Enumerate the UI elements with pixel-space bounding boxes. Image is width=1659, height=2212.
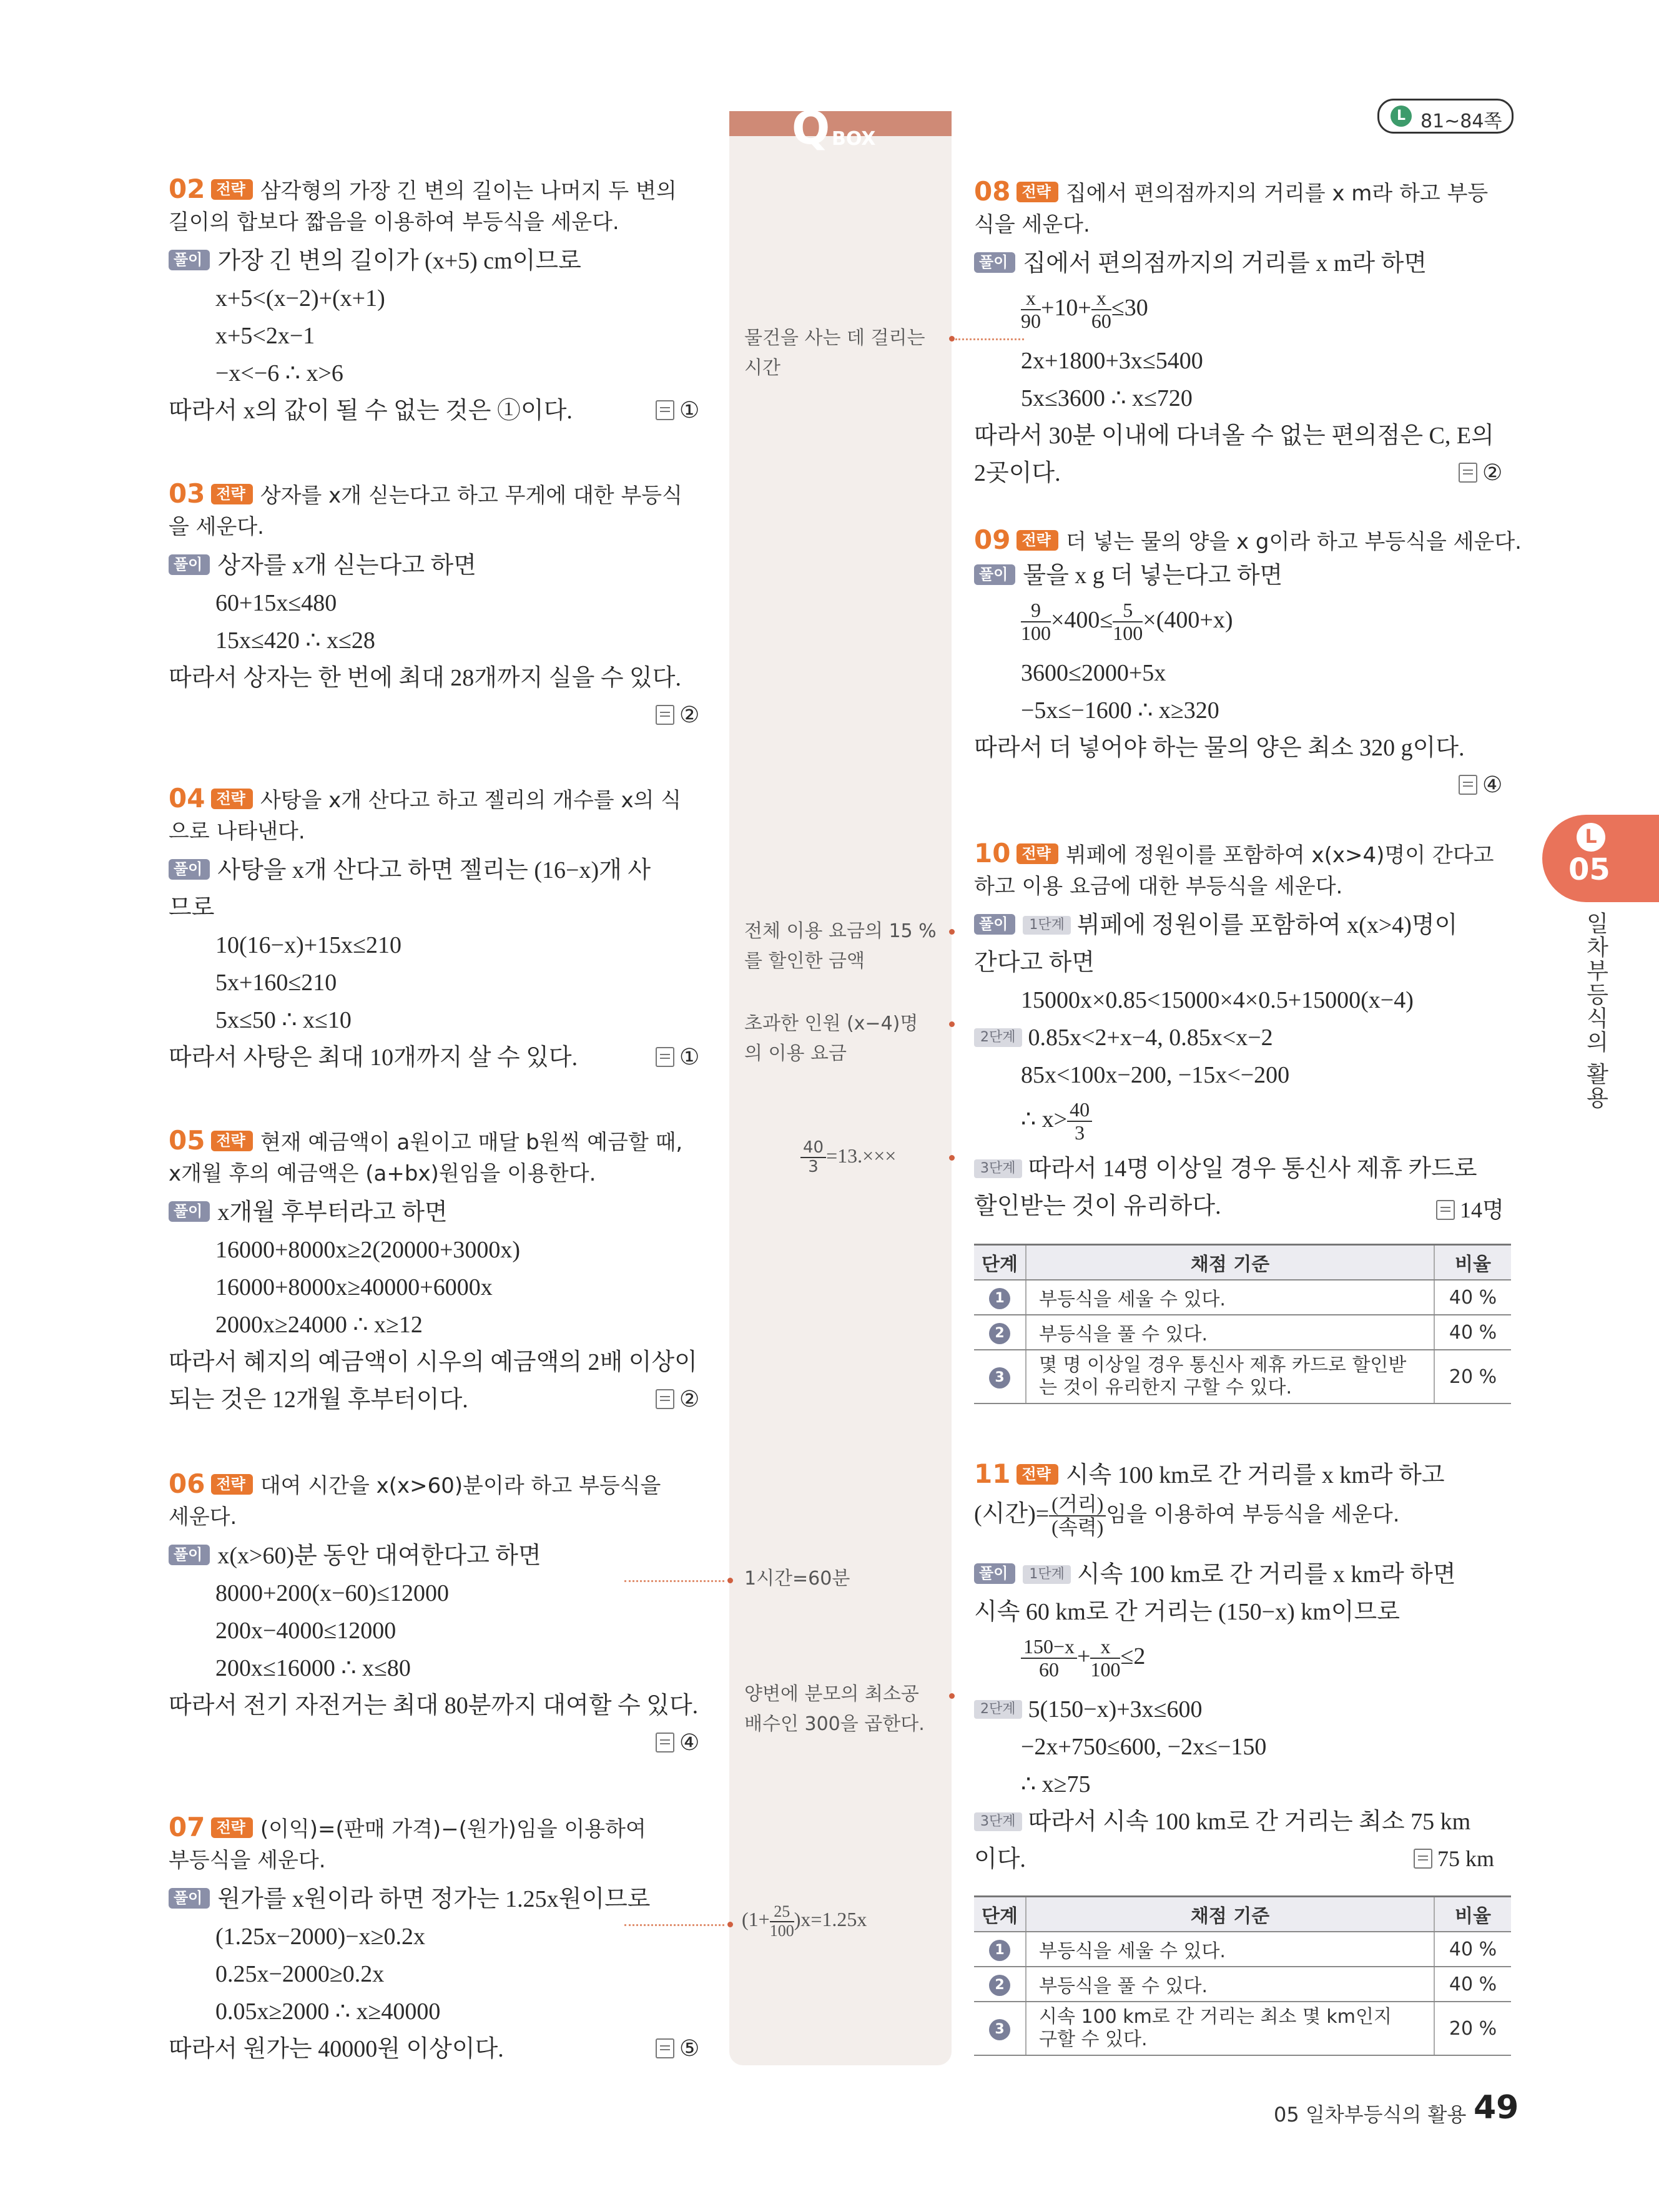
problem-08-solution: 풀이 집에서 편의점까지의 거리를 x m라 하면 xyxy=(974,250,1427,278)
problem-number: 09 xyxy=(974,524,1011,555)
solution-tag: 풀이 xyxy=(169,554,210,575)
strategy-tag: 전략 xyxy=(1017,843,1058,864)
solution-tag: 풀이 xyxy=(974,564,1015,585)
equation: 2x+1800+3x≤5400 xyxy=(1021,348,1203,374)
problem-10-step2: 2단계 0.85x<2+x−4, 0.85x<x−2 xyxy=(974,1024,1273,1053)
equation: −5x≤−1600 ∴ x≥320 xyxy=(1021,697,1219,724)
answer: ② xyxy=(656,702,699,728)
problem-11-title-2: (시간)= $\frac{\text{(거리)}}{\text{(속력)}}$ 임을 이용하여 부등식을 세운다. xyxy=(974,1493,1400,1539)
note-connector-dot xyxy=(949,1693,955,1699)
step-tag: 3단계 xyxy=(974,1159,1022,1178)
problem-03-title-2: 을 세운다. xyxy=(169,514,264,539)
note-connector-dot xyxy=(727,1578,733,1583)
problem-02-title: 02 전략 삼각형의 가장 긴 변의 길이는 나머지 두 변의 xyxy=(169,174,677,204)
equation-fraction: $\frac{150-x}{60}$ + $\frac{x}{100}$ ≤2 xyxy=(1021,1636,1145,1681)
answer: ① xyxy=(656,397,699,423)
step3-cont: 할인받는 것이 유리하다. xyxy=(974,1193,1221,1219)
equation: 0.25x−2000≥0.2x xyxy=(215,1961,385,1987)
step-tag: 3단계 xyxy=(974,1812,1022,1831)
problem-08-title: 08 전략 집에서 편의점까지의 거리를 x m라 하고 부등 xyxy=(974,176,1489,207)
page-range: 81~84쪽 xyxy=(1420,111,1502,132)
strategy-tag: 전략 xyxy=(211,179,252,200)
equation: 200x−4000≤12000 xyxy=(215,1618,396,1644)
problem-number: 07 xyxy=(169,1812,205,1842)
problem-number: 08 xyxy=(974,176,1011,207)
qbox-note-11: 양변에 분모의 최소공 배수인 300을 곱한다. xyxy=(744,1683,925,1735)
table-row: 3 몇 명 이상일 경우 통신사 제휴 카드로 할인받 는 것이 유리한지 구할 수 있다. 20 % xyxy=(974,1350,1511,1403)
equation: 60+15x≤480 xyxy=(215,590,337,616)
problem-03-solution: 풀이 상자를 x개 싣는다고 하면 xyxy=(169,552,476,581)
step-tag: 2단계 xyxy=(974,1028,1022,1047)
answer: 75 km xyxy=(1414,1846,1494,1872)
step-tag: 1단계 xyxy=(1023,916,1071,935)
note-connector-line xyxy=(955,338,1024,340)
qbox-title xyxy=(779,103,904,165)
strategy-tag: 전략 xyxy=(211,1131,252,1151)
problem-09-solution: 풀이 물을 x g 더 넣는다고 하면 xyxy=(974,562,1282,591)
solution-tag: 풀이 xyxy=(169,1888,210,1909)
note-connector-dot xyxy=(727,1922,733,1927)
step1-cont: 간다고 하면 xyxy=(974,950,1095,976)
strategy-tag: 전략 xyxy=(211,1474,252,1495)
problem-11-title: 11 전략 시속 100 km로 간 거리를 x km라 하고 xyxy=(974,1458,1445,1489)
answer: ④ xyxy=(656,1729,699,1756)
qbox-note-10a: 전체 이용 요금의 15 % 를 할인한 금액 xyxy=(744,920,937,972)
table-row: 2 부등식을 풀 수 있다. 40 % xyxy=(974,1315,1511,1350)
problem-11-step2: 2단계 5(150−x)+3x≤600 xyxy=(974,1696,1203,1724)
equation: 5x≤50 ∴ x≤10 xyxy=(215,1007,352,1033)
equation: 3600≤2000+5x xyxy=(1021,660,1166,686)
step1-cont: 시속 60 km로 간 거리는 (150−x) km이므로 xyxy=(974,1599,1400,1625)
solution-tag: 풀이 xyxy=(169,1545,210,1565)
equation: −x<−6 ∴ x>6 xyxy=(215,360,343,386)
answer: ① xyxy=(656,1044,699,1070)
answer-icon xyxy=(1459,775,1477,795)
equation: 15000x×0.85<15000×4×0.5+15000(x−4) xyxy=(1021,987,1414,1013)
problem-04-solution: 풀이 사탕을 x개 산다고 하면 젤리는 (16−x)개 사 xyxy=(169,857,651,885)
lesson-badge: L xyxy=(1391,106,1412,127)
equation: (1.25x−2000)−x≥0.2x xyxy=(215,1924,426,1950)
strategy-tag: 전략 xyxy=(1017,1464,1058,1485)
answer-icon xyxy=(656,400,674,420)
answer: ④ xyxy=(1459,772,1502,798)
qbox-note-07: (1+ $\frac{25}{100}$ )x=1.25x xyxy=(742,1902,867,1940)
problem-11-step3: 3단계 따라서 시속 100 km로 간 거리는 최소 75 km xyxy=(974,1808,1470,1837)
step-tag: 2단계 xyxy=(974,1700,1022,1719)
side-chapter-number: 05 xyxy=(1568,852,1610,887)
equation: 5x+160≤210 xyxy=(215,970,337,996)
footer-chapter: 05 일차부등식의 활용 xyxy=(1274,2103,1467,2126)
problem-number: 03 xyxy=(169,478,205,509)
strategy-tag: 전략 xyxy=(211,789,252,809)
note-connector-dot xyxy=(949,1021,955,1027)
strategy-tag: 전략 xyxy=(211,484,252,504)
equation: 2000x≥24000 ∴ x≥12 xyxy=(215,1312,423,1338)
problem-07-solution: 풀이 원가를 x원이라 하면 정가는 1.25x원이므로 xyxy=(169,1885,651,1914)
qbox-box: BOX xyxy=(832,128,876,150)
answer-icon xyxy=(656,1047,674,1067)
page-number: 49 xyxy=(1474,2089,1519,2126)
conclusion-2: 되는 것은 12개월 후부터이다. xyxy=(169,1387,468,1413)
answer: ② xyxy=(1459,460,1502,486)
problem-06-solution: 풀이 x(x>60)분 동안 대여한다고 하면 xyxy=(169,1542,541,1571)
equation-fraction: $\frac{9}{100}$ ×400≤ $\frac{5}{100}$ ×(400+x) xyxy=(1021,599,1233,645)
side-lesson-badge: L xyxy=(1577,823,1605,852)
problem-04-title-2: 으로 나타낸다. xyxy=(169,819,305,844)
problem-10-step3: 3단계 따라서 14명 이상일 경우 통신사 제휴 카드로 xyxy=(974,1155,1477,1184)
problem-03-title: 03 전략 상자를 x개 싣는다고 하고 무게에 대한 부등식 xyxy=(169,478,682,509)
answer-icon xyxy=(656,705,674,725)
equation: x+5<2x−1 xyxy=(215,323,315,349)
step3-cont: 이다. xyxy=(974,1846,1026,1872)
problem-04-title: 04 전략 사탕을 x개 산다고 하고 젤리의 개수를 x의 식 xyxy=(169,783,682,814)
equation: ∴ x≥75 xyxy=(1021,1771,1091,1797)
equation: 16000+8000x≥40000+6000x xyxy=(215,1274,493,1300)
equation-fraction: $\frac{x}{90}$ +10+ $\frac{x}{60}$ ≤30 xyxy=(1021,287,1148,333)
answer-icon xyxy=(656,2038,674,2058)
solution-tag: 풀이 xyxy=(974,252,1015,273)
strategy-tag: 전략 xyxy=(1017,182,1058,202)
note-connector-dot xyxy=(949,1155,955,1161)
table-row: 1 부등식을 세울 수 있다. 40 % xyxy=(974,1932,1511,1967)
conclusion-2: 2곳이다. xyxy=(974,460,1061,486)
solution-tag: 풀이 xyxy=(169,859,210,880)
problem-number: 11 xyxy=(974,1458,1011,1489)
problem-06-title-2: 세운다. xyxy=(169,1505,237,1530)
answer: 14명 xyxy=(1436,1192,1504,1224)
strategy-tag: 전략 xyxy=(1017,530,1058,551)
note-connector-dot xyxy=(949,929,955,935)
conclusion: 따라서 사탕은 최대 10개까지 살 수 있다. xyxy=(169,1045,578,1071)
problem-10-title-2: 하고 이용 요금에 대한 부등식을 세운다. xyxy=(974,874,1343,899)
problem-09-title: 09 전략 더 넣는 물의 양을 x g이라 하고 부등식을 세운다. xyxy=(974,524,1522,555)
answer-icon xyxy=(1436,1200,1455,1220)
qbox-q: Q xyxy=(792,102,830,154)
note-connector-line xyxy=(624,1580,724,1582)
solution-tag: 풀이 xyxy=(974,914,1015,935)
conclusion: 따라서 원가는 40000원 이상이다. xyxy=(169,2036,504,2062)
equation-fraction: ∴ x> $\frac{40}{3}$ xyxy=(1021,1099,1092,1144)
qbox-note-10b: 초과한 인원 (x−4)명 의 이용 요금 xyxy=(744,1013,918,1064)
equation: 16000+8000x≥2(20000+3000x) xyxy=(215,1237,521,1263)
table-row: 2 부등식을 풀 수 있다. 40 % xyxy=(974,1967,1511,2002)
side-chapter-title: 일차부등식의 활용 xyxy=(1583,912,1608,1110)
problem-02-title-2: 길이의 합보다 짧음을 이용하여 부등식을 세운다. xyxy=(169,210,619,235)
equation: 10(16−x)+15x≤210 xyxy=(215,932,402,958)
answer: ⑤ xyxy=(656,2035,699,2062)
equation: 85x<100x−200, −15x<−200 xyxy=(1021,1062,1290,1088)
equation: 200x≤16000 ∴ x≤80 xyxy=(215,1655,411,1681)
problem-number: 10 xyxy=(974,838,1011,868)
note-connector-line xyxy=(624,1924,724,1926)
table-row: 1 부등식을 세울 수 있다. 40 % xyxy=(974,1280,1511,1315)
problem-number: 05 xyxy=(169,1125,205,1156)
answer-icon xyxy=(1414,1849,1432,1869)
problem-05-title: 05 전략 현재 예금액이 a원이고 매달 b원씩 예금할 때, xyxy=(169,1125,683,1156)
qbox-note-06: 1시간=60분 xyxy=(744,1568,850,1590)
answer-icon xyxy=(1459,463,1477,483)
equation: 0.05x≥2000 ∴ x≥40000 xyxy=(215,1998,441,2025)
problem-06-title: 06 전략 대여 시간을 x(x>60)분이라 하고 부등식을 xyxy=(169,1468,661,1499)
conclusion: 따라서 x의 값이 될 수 없는 것은 ①이다. xyxy=(169,398,573,424)
answer-icon xyxy=(656,1733,674,1752)
conclusion: 따라서 더 넣어야 하는 물의 양은 최소 320 g이다. xyxy=(974,735,1465,761)
solution-tag: 풀이 xyxy=(169,250,210,270)
answer-icon xyxy=(656,1389,674,1409)
problem-number: 06 xyxy=(169,1468,205,1499)
conclusion: 따라서 30분 이내에 다녀올 수 없는 편의점은 C, E의 xyxy=(974,423,1494,449)
grading-table: 단계 채점 기준 비율 1 부등식을 세울 수 있다. 40 % 2 부등식을 풀 수 있다. 40 % 3 시속 100 km로 간 거리는 최소 몇 km인지 구할 수 있다. 20 % xyxy=(974,1895,1511,2056)
note-connector-dot xyxy=(949,336,955,342)
problem-number: 04 xyxy=(169,783,205,814)
qbox-note-10c: $\frac{40}{3}$ =13.××× xyxy=(800,1139,896,1176)
problem-11-step1: 풀이 1단계 시속 100 km로 간 거리를 x km라 하면 xyxy=(974,1561,1456,1590)
problem-07-title: 07 전략 (이익)=(판매 가격)−(원가)임을 이용하여 xyxy=(169,1812,646,1842)
equation: 15x≤420 ∴ x≤28 xyxy=(215,627,375,654)
equation: −2x+750≤600, −2x≤−150 xyxy=(1021,1734,1267,1760)
problem-number: 02 xyxy=(169,174,205,204)
problem-05-title-2: x개월 후의 예금액은 (a+bx)원임을 이용한다. xyxy=(169,1161,596,1186)
problem-08-title-2: 식을 세운다. xyxy=(974,212,1090,237)
solution-tag: 풀이 xyxy=(974,1563,1015,1584)
problem-10-step1: 풀이 1단계 뷔페에 정원이를 포함하여 x(x>4)명이 xyxy=(974,912,1457,940)
problem-07-title-2: 부등식을 세운다. xyxy=(169,1848,326,1873)
equation: 8000+200(x−60)≤12000 xyxy=(215,1580,450,1606)
solution-cont: 므로 xyxy=(169,895,215,921)
table-row: 3 시속 100 km로 간 거리는 최소 몇 km인지 구할 수 있다. 20 % xyxy=(974,2002,1511,2055)
equation: x+5<(x−2)+(x+1) xyxy=(215,285,385,312)
qbox-column xyxy=(729,136,952,2065)
problem-10-title: 10 전략 뷔페에 정원이를 포함하여 x(x>4)명이 간다고 xyxy=(974,838,1494,868)
qbox-note-08: 물건을 사는 데 걸리는 시간 xyxy=(744,327,925,379)
strategy-tag: 전략 xyxy=(211,1817,252,1838)
problem-02-solution: 풀이 가장 긴 변의 길이가 (x+5) cm이므로 xyxy=(169,247,581,276)
conclusion: 따라서 상자는 한 번에 최대 28개까지 실을 수 있다. xyxy=(169,665,681,691)
conclusion: 따라서 전기 자전거는 최대 80분까지 대여할 수 있다. xyxy=(169,1693,699,1719)
solution-tag: 풀이 xyxy=(169,1201,210,1222)
step-tag: 1단계 xyxy=(1023,1565,1071,1584)
problem-05-solution: 풀이 x개월 후부터라고 하면 xyxy=(169,1199,448,1227)
grading-table: 단계 채점 기준 비율 1 부등식을 세울 수 있다. 40 % 2 부등식을 풀 수 있다. 40 % 3 몇 명 이상일 경우 통신사 제휴 카드로 할인받 는 것이 유리한지 구할 수 있다. 20 % xyxy=(974,1244,1511,1404)
answer: ② xyxy=(656,1386,699,1412)
page-reference xyxy=(1377,99,1514,134)
conclusion: 따라서 혜지의 예금액이 시우의 예금액의 2배 이상이 xyxy=(169,1349,697,1375)
equation: 5x≤3600 ∴ x≤720 xyxy=(1021,385,1193,411)
